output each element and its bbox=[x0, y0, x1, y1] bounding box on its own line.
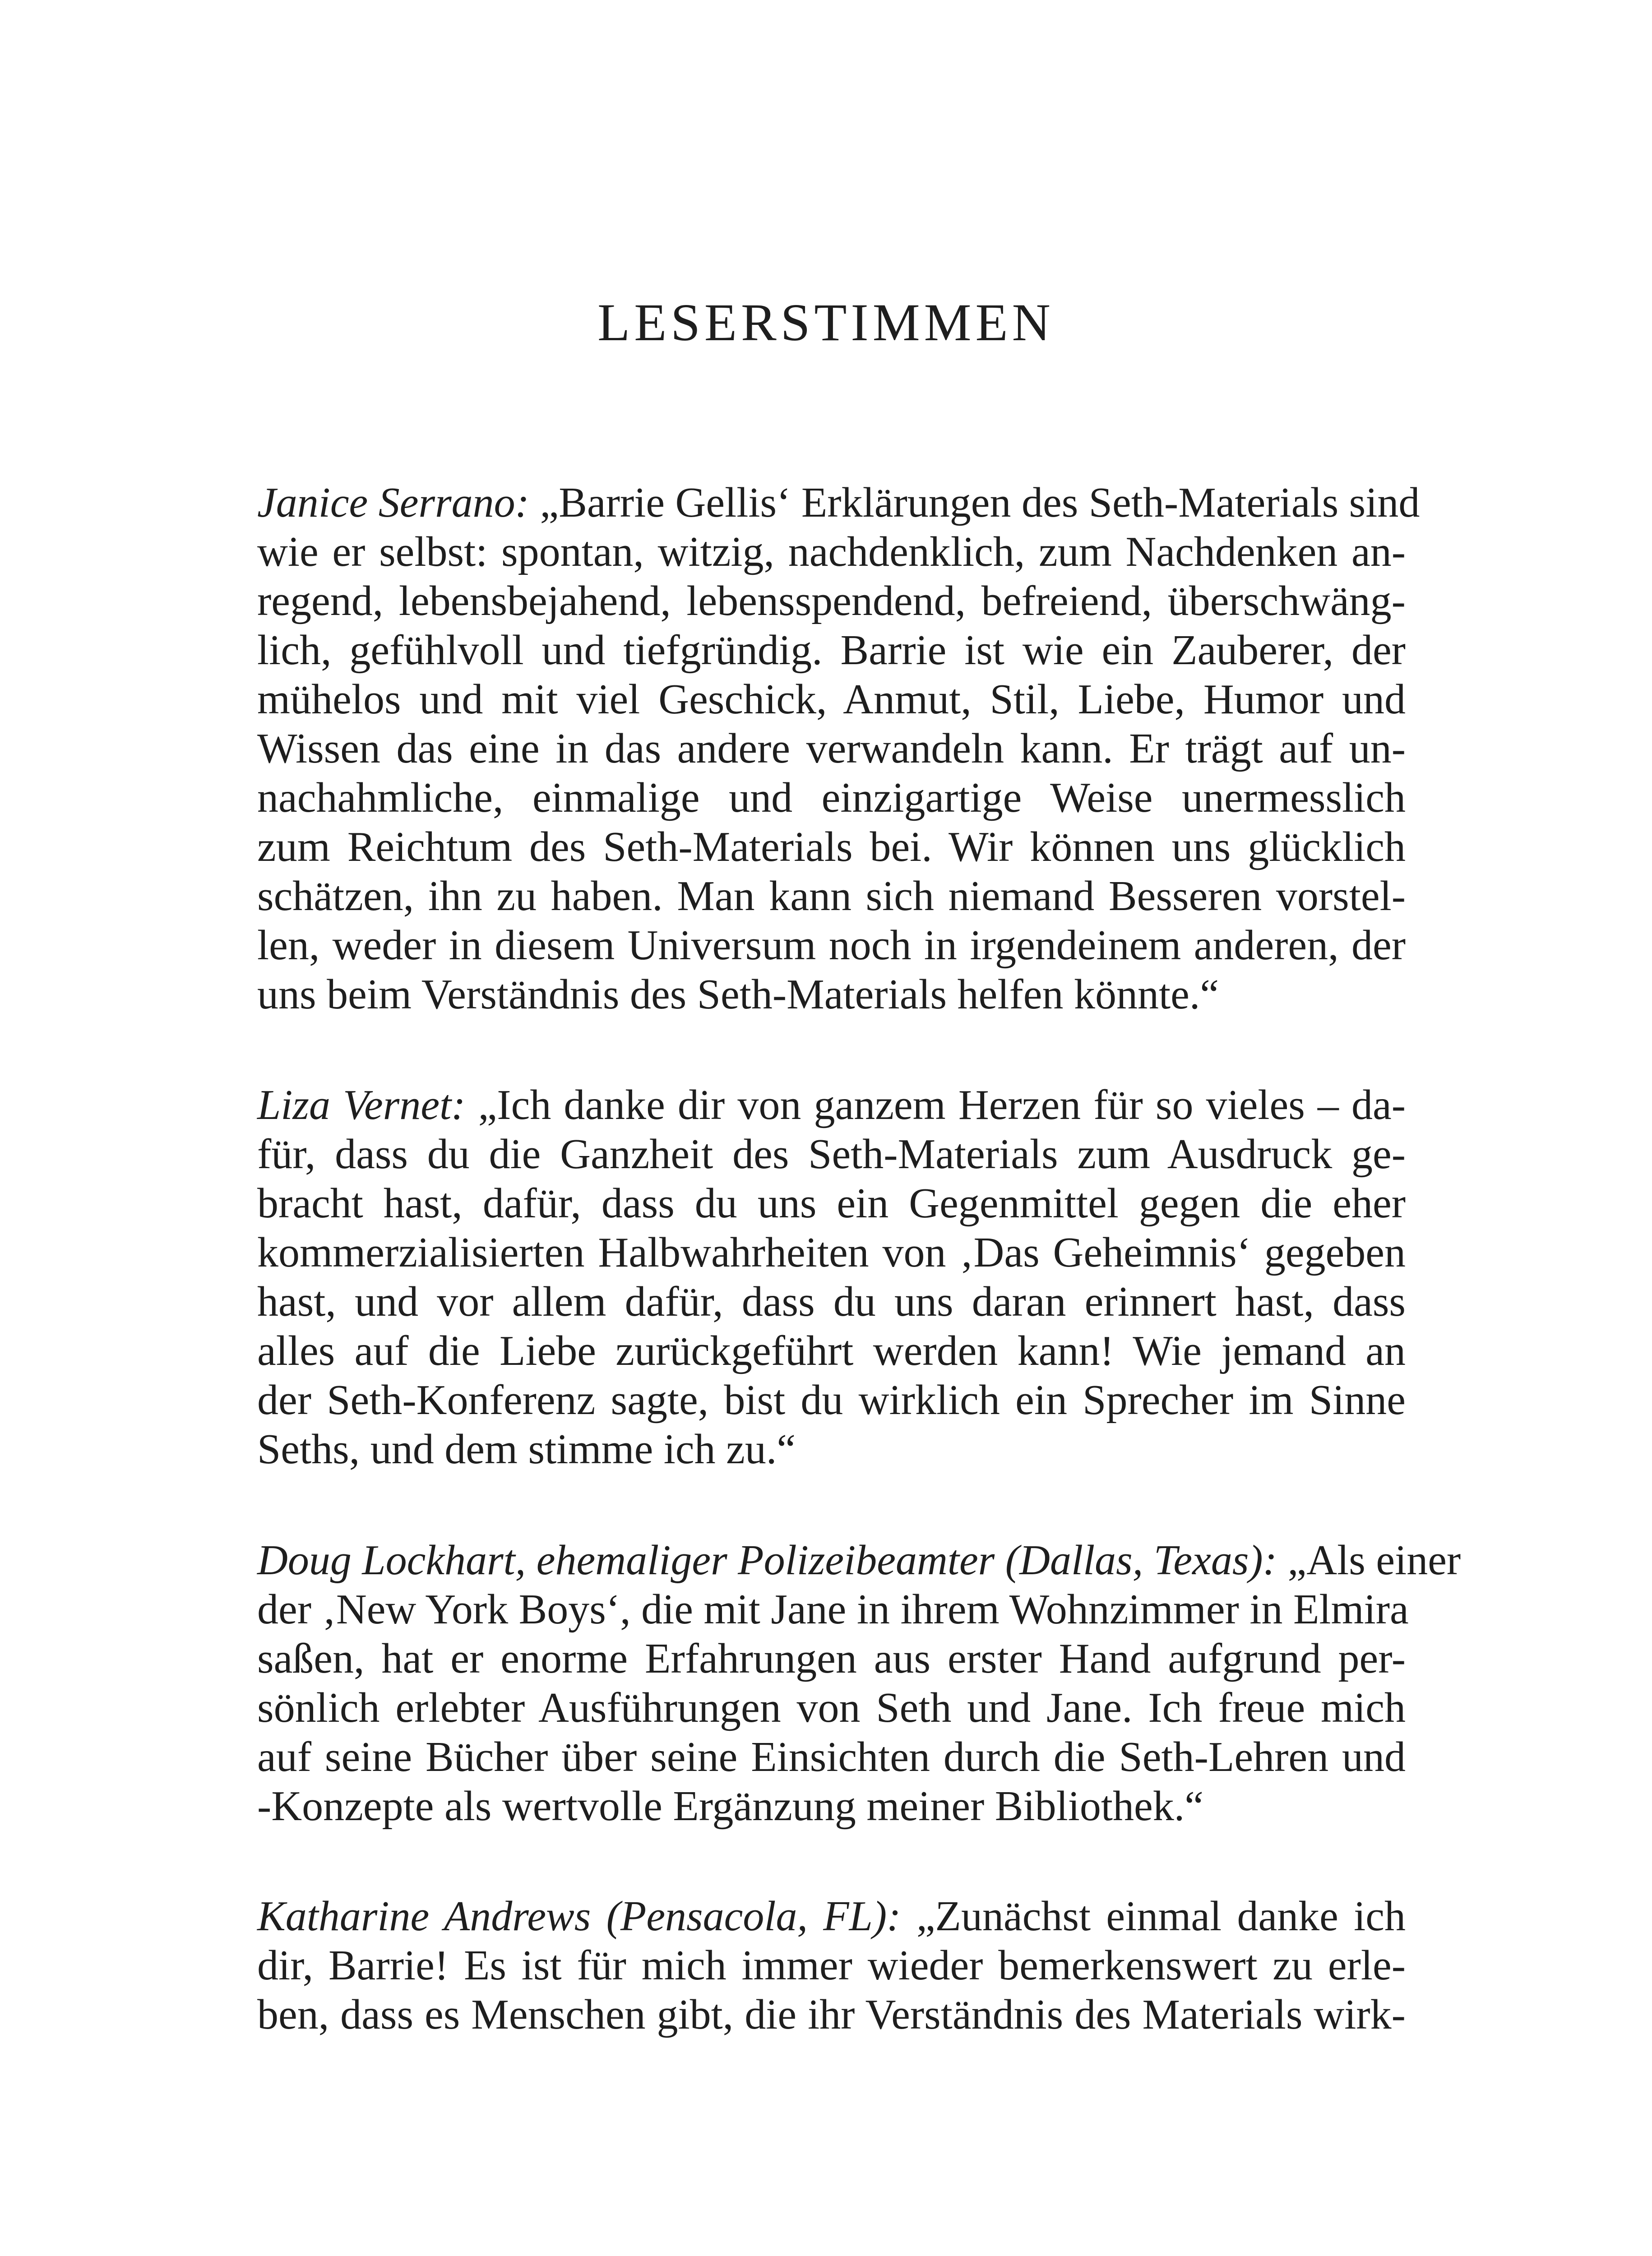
text-line: ben, dass es Menschen gibt, die ihr Verständnis des Materials wirk- bbox=[257, 1991, 1406, 2038]
text-line: der ‚New York Boys‘, die mit Jane in ihrem Wohnzimmer in Elmira bbox=[257, 1586, 1409, 1633]
testimonial-katharine-andrews bbox=[257, 1892, 1406, 2039]
text-line: -Konzepte als wertvolle Ergänzung meiner Bibliothek.“ bbox=[257, 1783, 1203, 1830]
testimonial-liza-vernet bbox=[257, 1081, 1406, 1474]
text-line: für, dass du die Ganzheit des Seth-Materials zum Ausdruck ge- bbox=[257, 1131, 1406, 1178]
testimonial-author: Doug Lockhart, ehemaliger Polizeibeamter (Dallas, Texas): bbox=[257, 1537, 1277, 1584]
text-line: wie er selbst: spontan, witzig, nachdenklich, zum Nachdenken an- bbox=[257, 528, 1406, 575]
text-line: hast, und vor allem dafür, dass du uns daran erinnert hast, dass bbox=[257, 1278, 1406, 1325]
testimonial-text: „Zunächst einmal danke ich bbox=[916, 1893, 1406, 1940]
text-line: sönlich erlebter Ausführungen von Seth und Jane. Ich freue mich bbox=[257, 1684, 1406, 1731]
testimonial-text: „Barrie Gellis‘ Erklärungen des Seth-Materials sind bbox=[540, 479, 1420, 526]
text-line: Seths, und dem stimme ich zu.“ bbox=[257, 1426, 796, 1473]
text-line: auf seine Bücher über seine Einsichten durch die Seth-Lehren und bbox=[257, 1734, 1406, 1780]
text-line bbox=[257, 1892, 1406, 1941]
text-line: uns beim Verständnis des Seth-Materials helfen könnte.“ bbox=[257, 971, 1219, 1018]
text-line: alles auf die Liebe zurückgeführt werden kann! Wie jemand an bbox=[257, 1327, 1406, 1374]
testimonial-author: Katharine Andrews (Pensacola, FL): bbox=[257, 1893, 901, 1940]
text-line bbox=[257, 1081, 1406, 1130]
text-line: der Seth-Konferenz sagte, bist du wirklich ein Sprecher im Sinne bbox=[257, 1377, 1406, 1424]
text-line: len, weder in diesem Universum noch in irgendeinem anderen, der bbox=[257, 922, 1406, 969]
testimonial-doug-lockhart bbox=[257, 1536, 1461, 1831]
testimonial-text: „Ich danke dir von ganzem Herzen für so vieles – da- bbox=[478, 1082, 1406, 1128]
page-title: LESERSTIMMEN bbox=[597, 293, 1055, 352]
text-line: dir, Barrie! Es ist für mich immer wieder bemerkenswert zu erle- bbox=[257, 1942, 1406, 1989]
testimonial-janice-serrano bbox=[257, 478, 1420, 1019]
text-line bbox=[257, 478, 1420, 527]
text-line: nachahmliche, einmalige und einzigartige Weise unermesslich bbox=[257, 774, 1406, 821]
testimonial-text: „Als einer bbox=[1287, 1537, 1461, 1584]
text-line: kommerzialisierten Halbwahrheiten von ‚Das Geheimnis‘ gegeben bbox=[257, 1229, 1406, 1276]
testimonial-author: Liza Vernet: bbox=[257, 1082, 466, 1128]
text-line: schätzen, ihn zu haben. Man kann sich niemand Besseren vorstel- bbox=[257, 873, 1406, 920]
text-line: Wissen das eine in das andere verwandeln kann. Er trägt auf un- bbox=[257, 725, 1406, 772]
text-line: saßen, hat er enorme Erfahrungen aus erster Hand aufgrund per- bbox=[257, 1635, 1406, 1682]
text-line: zum Reichtum des Seth-Materials bei. Wir können uns glücklich bbox=[257, 823, 1406, 870]
text-line: lich, gefühlvoll und tiefgründig. Barrie ist wie ein Zauberer, der bbox=[257, 627, 1406, 674]
text-line: mühelos und mit viel Geschick, Anmut, Stil, Liebe, Humor und bbox=[257, 676, 1406, 723]
text-line: bracht hast, dafür, dass du uns ein Gegenmittel gegen die eher bbox=[257, 1180, 1406, 1227]
text-line: regend, lebensbejahend, lebensspendend, befreiend, überschwäng- bbox=[257, 578, 1406, 624]
text-line bbox=[257, 1536, 1461, 1585]
testimonial-author: Janice Serrano: bbox=[257, 479, 529, 526]
